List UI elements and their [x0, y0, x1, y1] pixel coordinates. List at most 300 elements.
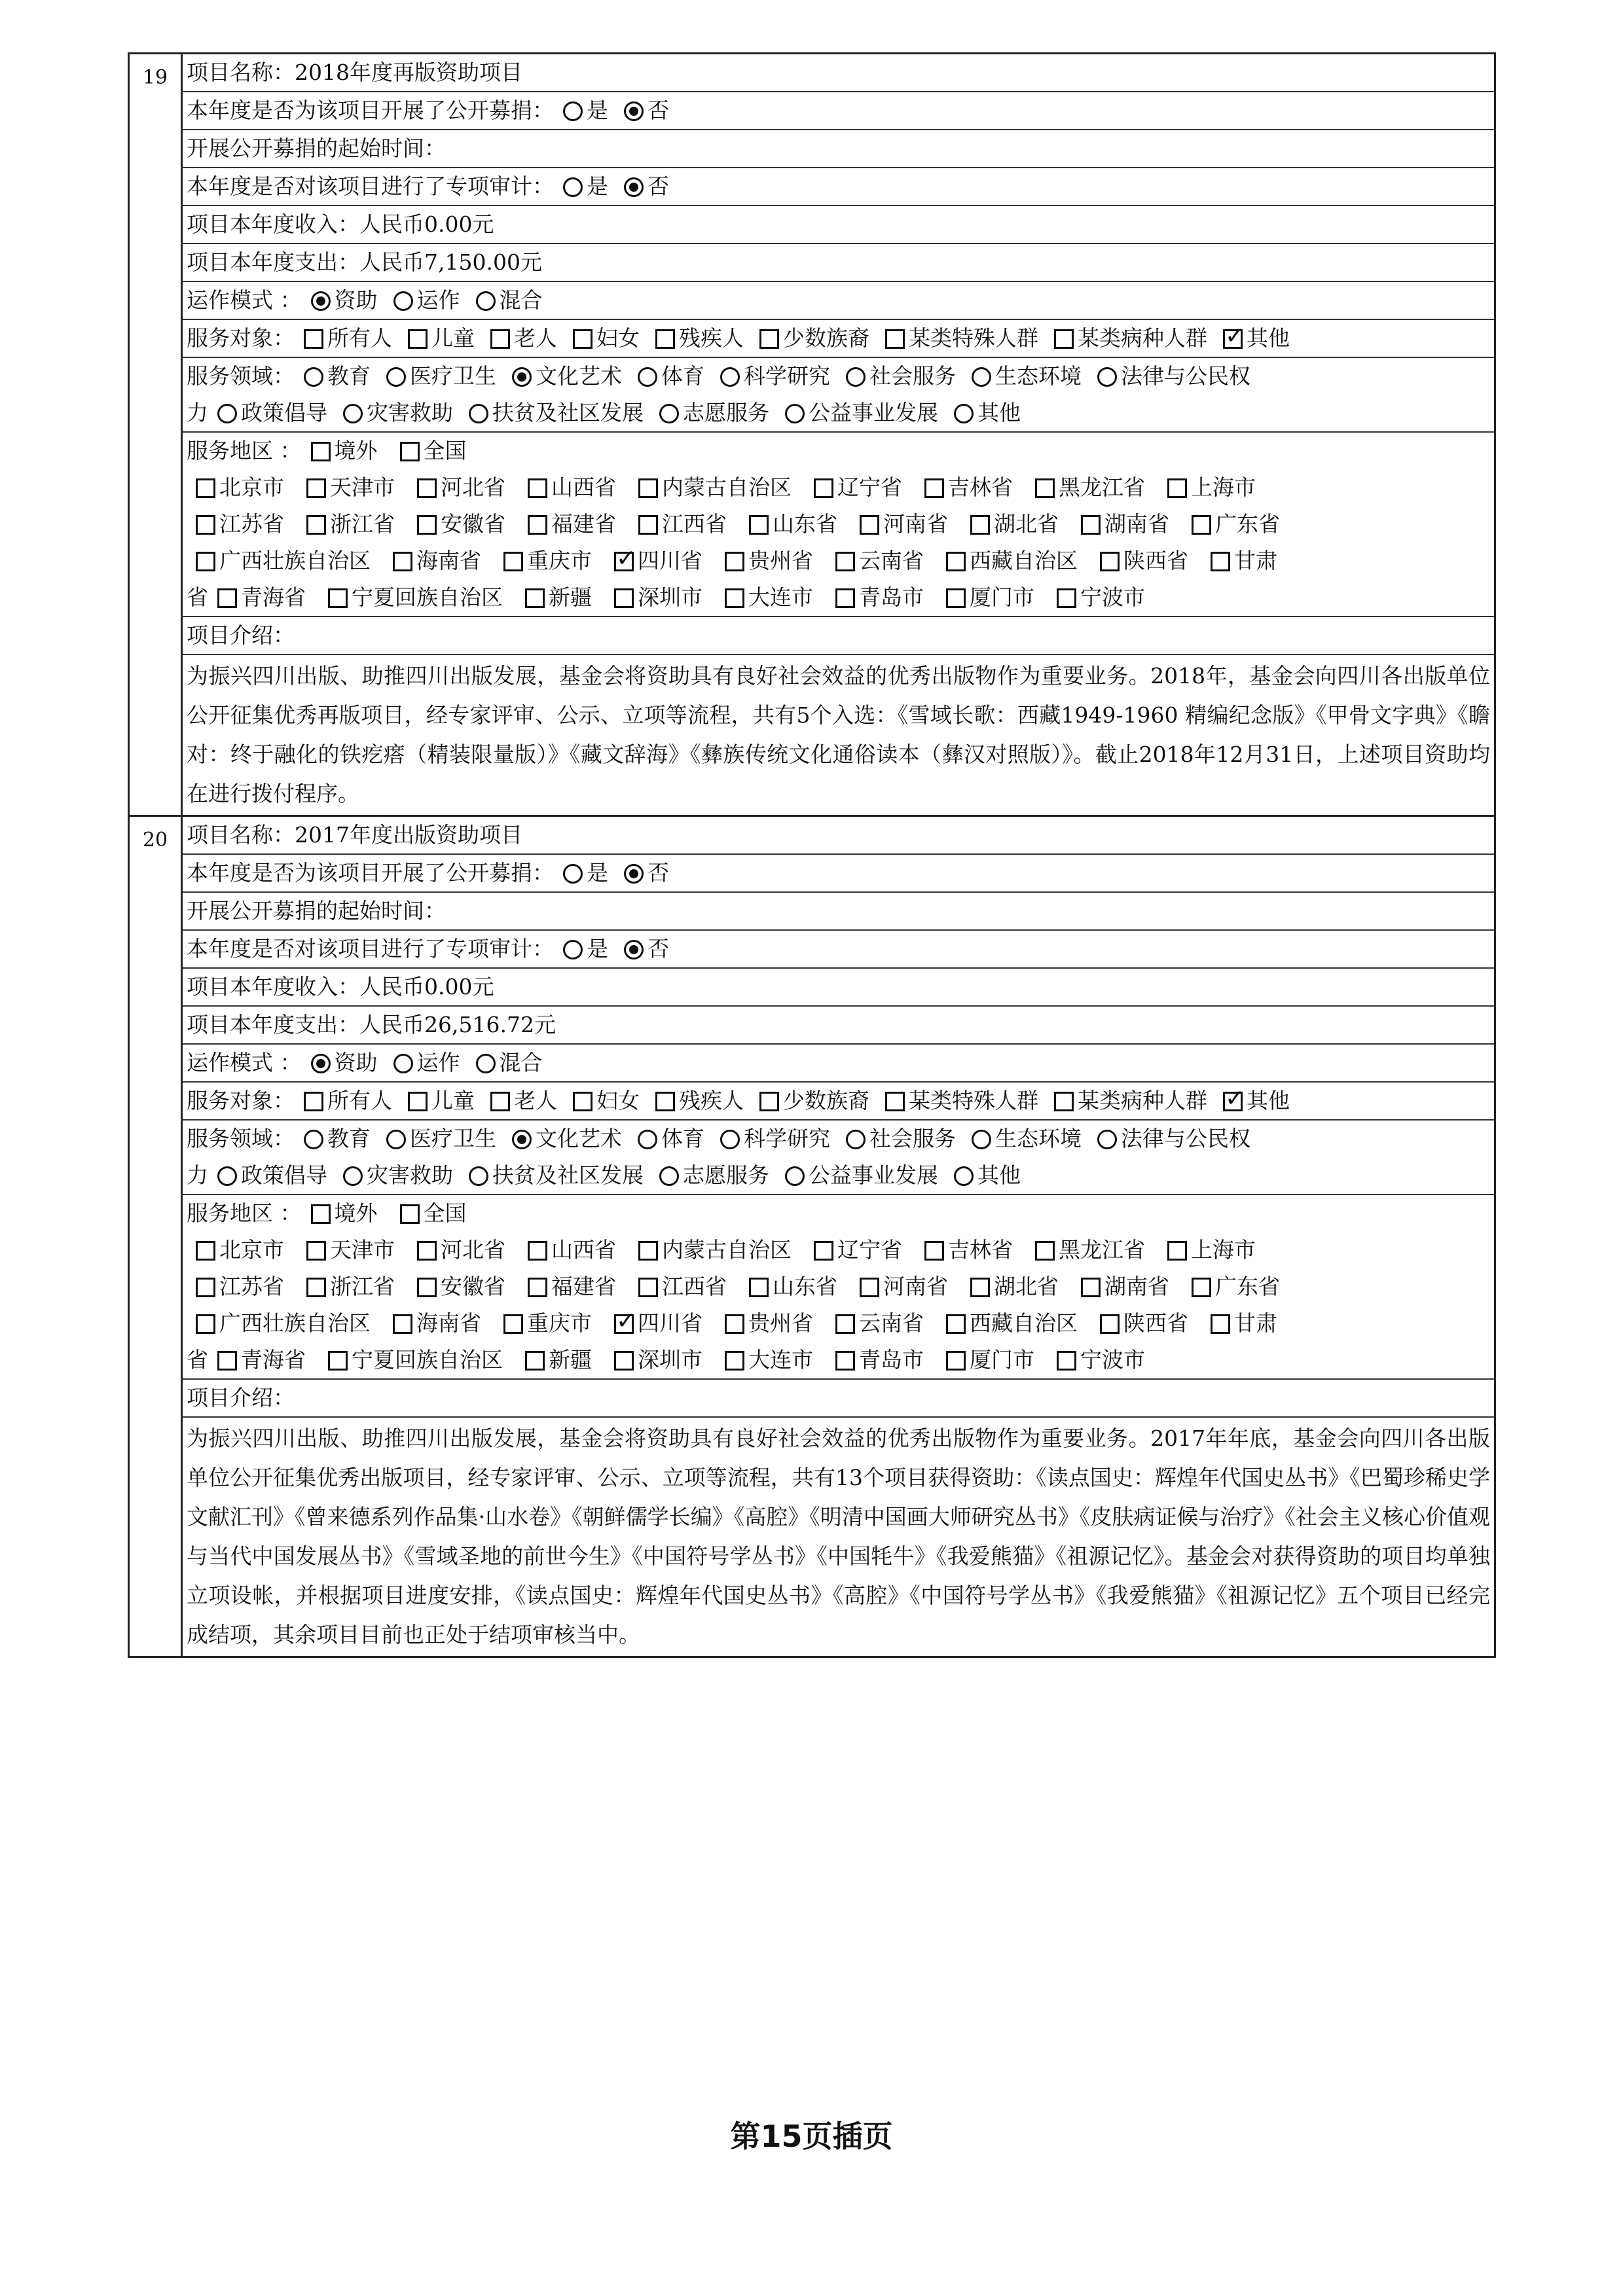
- checkbox-unchecked-icon[interactable]: [217, 588, 237, 608]
- radio-option[interactable]: [217, 1157, 327, 1194]
- checkbox-option[interactable]: [835, 1342, 924, 1378]
- checkbox-unchecked-icon[interactable]: [196, 1278, 215, 1297]
- checkbox-unchecked-icon[interactable]: [1057, 588, 1076, 608]
- checkbox-unchecked-icon[interactable]: [759, 329, 779, 349]
- radio-option[interactable]: [972, 1121, 1082, 1157]
- radio-option[interactable]: [512, 358, 622, 395]
- checkbox-unchecked-icon[interactable]: [835, 1351, 855, 1371]
- option-label: 深圳市: [638, 1347, 702, 1372]
- checkbox-option[interactable]: [885, 1083, 1038, 1119]
- radio-option[interactable]: [624, 168, 669, 205]
- radio-unchecked-icon[interactable]: [343, 1166, 363, 1186]
- radio-unchecked-icon[interactable]: [954, 1166, 974, 1186]
- checkbox-unchecked-icon[interactable]: [1167, 478, 1187, 498]
- radio-checked-icon[interactable]: [311, 291, 331, 311]
- checkbox-option[interactable]: [924, 1232, 1013, 1268]
- radio-option[interactable]: [785, 395, 938, 431]
- checkbox-option[interactable]: [393, 543, 481, 579]
- checkbox-unchecked-icon[interactable]: [1035, 478, 1055, 498]
- checkbox-unchecked-icon[interactable]: [885, 1092, 905, 1111]
- checkbox-unchecked-icon[interactable]: [749, 515, 769, 535]
- checkbox-option[interactable]: [306, 1232, 395, 1268]
- radio-option[interactable]: [476, 1045, 543, 1081]
- checkbox-option[interactable]: [1081, 1268, 1169, 1305]
- checkbox-option[interactable]: [503, 1305, 592, 1342]
- checkbox-unchecked-icon[interactable]: [725, 1351, 744, 1371]
- checkbox-option[interactable]: [328, 579, 503, 616]
- checkbox-option[interactable]: [725, 543, 813, 579]
- checkbox-unchecked-icon[interactable]: [655, 1092, 675, 1111]
- checkbox-option[interactable]: [860, 1268, 948, 1305]
- checkbox-option[interactable]: [1223, 320, 1290, 357]
- radio-unchecked-icon[interactable]: [563, 940, 583, 960]
- checkbox-option[interactable]: [196, 543, 371, 579]
- checkbox-unchecked-icon[interactable]: [835, 552, 855, 571]
- radio-option[interactable]: [563, 92, 608, 129]
- radio-option[interactable]: [954, 1157, 1021, 1194]
- radio-unchecked-icon[interactable]: [846, 367, 866, 387]
- checkbox-option[interactable]: [946, 579, 1034, 616]
- checkbox-option[interactable]: [417, 1268, 505, 1305]
- radio-option[interactable]: [846, 1121, 956, 1157]
- radio-unchecked-icon[interactable]: [972, 1130, 991, 1149]
- checkbox-option[interactable]: [311, 1195, 378, 1232]
- checkbox-option[interactable]: [946, 543, 1078, 579]
- checkbox-option[interactable]: [759, 1083, 869, 1119]
- radio-option[interactable]: [563, 855, 608, 891]
- option-label: 否: [647, 98, 669, 123]
- checkbox-option[interactable]: [417, 469, 505, 506]
- checkbox-option[interactable]: [1057, 579, 1145, 616]
- radio-unchecked-icon[interactable]: [1097, 367, 1117, 387]
- radio-unchecked-icon[interactable]: [469, 404, 488, 423]
- checkbox-option[interactable]: [655, 1083, 744, 1119]
- checkbox-unchecked-icon[interactable]: [490, 329, 510, 349]
- radio-unchecked-icon[interactable]: [720, 1130, 740, 1149]
- checkbox-option[interactable]: [328, 1342, 503, 1378]
- radio-unchecked-icon[interactable]: [386, 1130, 406, 1149]
- checkbox-option[interactable]: [528, 1268, 616, 1305]
- radio-unchecked-icon[interactable]: [563, 101, 583, 121]
- option-label: 海南省: [416, 1310, 481, 1336]
- option-label: 天津市: [330, 1237, 395, 1263]
- checkbox-option[interactable]: [638, 469, 792, 506]
- checkbox-option[interactable]: [638, 506, 727, 543]
- radio-option[interactable]: [393, 282, 460, 319]
- option-label: 浙江省: [330, 511, 395, 537]
- option-label: 否: [647, 860, 669, 886]
- checkbox-unchecked-icon[interactable]: [306, 478, 326, 498]
- radio-unchecked-icon[interactable]: [659, 1166, 679, 1186]
- radio-option[interactable]: [343, 1157, 453, 1194]
- checkbox-option[interactable]: [217, 1342, 306, 1378]
- checkbox-unchecked-icon[interactable]: [408, 329, 428, 349]
- mode-row: [183, 282, 1494, 320]
- checkbox-option[interactable]: [614, 543, 702, 579]
- radio-option[interactable]: [343, 395, 453, 431]
- checkbox-option[interactable]: [655, 320, 744, 357]
- radio-unchecked-icon[interactable]: [469, 1166, 488, 1186]
- intro-label: 项目介绍：: [187, 1385, 295, 1410]
- checkbox-unchecked-icon[interactable]: [1167, 1241, 1187, 1261]
- checkbox-option[interactable]: [638, 1232, 792, 1268]
- checkbox-option[interactable]: [860, 506, 948, 543]
- checkbox-option[interactable]: [490, 320, 557, 357]
- radio-option[interactable]: [563, 168, 608, 205]
- radio-option[interactable]: [512, 1121, 622, 1157]
- checkbox-unchecked-icon[interactable]: [196, 552, 215, 571]
- checkbox-option[interactable]: [306, 506, 395, 543]
- checkbox-unchecked-icon[interactable]: [1192, 515, 1211, 535]
- checkbox-unchecked-icon[interactable]: [503, 1314, 523, 1334]
- checkbox-option[interactable]: [1167, 1232, 1256, 1268]
- radio-unchecked-icon[interactable]: [720, 367, 740, 387]
- radio-unchecked-icon[interactable]: [638, 367, 657, 387]
- checkbox-option[interactable]: [573, 320, 640, 357]
- radio-unchecked-icon[interactable]: [563, 177, 583, 197]
- checkbox-option[interactable]: [1167, 469, 1256, 506]
- checkbox-option[interactable]: [196, 1232, 284, 1268]
- radio-option[interactable]: [954, 395, 1021, 431]
- checkbox-unchecked-icon[interactable]: [306, 515, 326, 535]
- radio-checked-icon[interactable]: [512, 367, 532, 387]
- checkbox-unchecked-icon[interactable]: [304, 1092, 323, 1111]
- checkbox-unchecked-icon[interactable]: [885, 329, 905, 349]
- radio-checked-icon[interactable]: [624, 864, 644, 884]
- checkbox-unchecked-icon[interactable]: [614, 588, 634, 608]
- radio-unchecked-icon[interactable]: [476, 291, 496, 311]
- radio-unchecked-icon[interactable]: [972, 367, 991, 387]
- checkbox-option[interactable]: [759, 320, 869, 357]
- checkbox-option[interactable]: [217, 579, 306, 616]
- checkbox-checked-icon[interactable]: [1223, 1092, 1243, 1111]
- radio-option[interactable]: [469, 395, 644, 431]
- radio-unchecked-icon[interactable]: [393, 291, 413, 311]
- checkbox-option[interactable]: [408, 1083, 475, 1119]
- checkbox-unchecked-icon[interactable]: [196, 1314, 215, 1334]
- checkbox-unchecked-icon[interactable]: [196, 1241, 215, 1261]
- checkbox-option[interactable]: [1054, 320, 1207, 357]
- radio-unchecked-icon[interactable]: [846, 1130, 866, 1149]
- checkbox-option[interactable]: [1100, 1305, 1188, 1342]
- checkbox-unchecked-icon[interactable]: [528, 1241, 547, 1261]
- checkbox-unchecked-icon[interactable]: [1054, 1092, 1074, 1111]
- checkbox-unchecked-icon[interactable]: [725, 1314, 744, 1334]
- radio-unchecked-icon[interactable]: [304, 367, 323, 387]
- checkbox-option[interactable]: [306, 1268, 395, 1305]
- checkbox-option[interactable]: [525, 579, 592, 616]
- checkbox-option[interactable]: [417, 1232, 505, 1268]
- radio-option[interactable]: [217, 395, 327, 431]
- checkbox-unchecked-icon[interactable]: [408, 1092, 428, 1111]
- option-label: 资助: [334, 287, 378, 313]
- option-label: 宁夏回族自治区: [352, 1347, 503, 1372]
- checkbox-unchecked-icon[interactable]: [814, 478, 833, 498]
- checkbox-option[interactable]: [306, 469, 395, 506]
- checkbox-checked-icon[interactable]: [1223, 329, 1243, 349]
- checkbox-unchecked-icon[interactable]: [655, 329, 675, 349]
- checkbox-unchecked-icon[interactable]: [311, 442, 331, 461]
- checkbox-option[interactable]: [196, 1305, 371, 1342]
- option-label: 法律与公民权: [1121, 1126, 1250, 1151]
- radio-option[interactable]: [311, 282, 378, 319]
- checkbox-unchecked-icon[interactable]: [525, 1351, 545, 1371]
- radio-option[interactable]: [972, 358, 1082, 395]
- checkbox-unchecked-icon[interactable]: [328, 1351, 348, 1371]
- checkbox-unchecked-icon[interactable]: [400, 442, 420, 461]
- radio-option[interactable]: [638, 1121, 704, 1157]
- radio-unchecked-icon[interactable]: [386, 367, 406, 387]
- checkbox-option[interactable]: [614, 1342, 702, 1378]
- checkbox-unchecked-icon[interactable]: [306, 1278, 326, 1297]
- radio-unchecked-icon[interactable]: [563, 864, 583, 884]
- checkbox-unchecked-icon[interactable]: [306, 1241, 326, 1261]
- checkbox-unchecked-icon[interactable]: [970, 1278, 990, 1297]
- radio-unchecked-icon[interactable]: [393, 1054, 413, 1073]
- radio-unchecked-icon[interactable]: [785, 1166, 805, 1186]
- radio-option[interactable]: [785, 1157, 938, 1194]
- checkbox-unchecked-icon[interactable]: [1100, 1314, 1120, 1334]
- radio-checked-icon[interactable]: [624, 940, 644, 960]
- checkbox-option[interactable]: [1211, 543, 1277, 579]
- radio-option[interactable]: [304, 1121, 371, 1157]
- checkbox-unchecked-icon[interactable]: [946, 1314, 966, 1334]
- checkbox-option[interactable]: [638, 1268, 727, 1305]
- field-cont: 力: [187, 400, 208, 425]
- checkbox-option[interactable]: [408, 320, 475, 357]
- radio-option[interactable]: [720, 358, 830, 395]
- checkbox-option[interactable]: [1035, 469, 1145, 506]
- radio-unchecked-icon[interactable]: [785, 404, 805, 423]
- radio-option[interactable]: [311, 1045, 378, 1081]
- checkbox-unchecked-icon[interactable]: [814, 1241, 833, 1261]
- radio-option[interactable]: [624, 855, 669, 891]
- checkbox-option[interactable]: [814, 1232, 902, 1268]
- checkbox-unchecked-icon[interactable]: [417, 478, 437, 498]
- radio-option[interactable]: [469, 1157, 644, 1194]
- checkbox-unchecked-icon[interactable]: [528, 478, 547, 498]
- checkbox-unchecked-icon[interactable]: [196, 515, 215, 535]
- checkbox-option[interactable]: [946, 1305, 1078, 1342]
- radio-unchecked-icon[interactable]: [217, 404, 237, 423]
- checkbox-unchecked-icon[interactable]: [217, 1351, 237, 1371]
- radio-unchecked-icon[interactable]: [476, 1054, 496, 1073]
- option-label: 新疆: [549, 584, 592, 610]
- checkbox-option[interactable]: [393, 1305, 481, 1342]
- checkbox-unchecked-icon[interactable]: [1081, 515, 1101, 535]
- radio-unchecked-icon[interactable]: [343, 404, 363, 423]
- checkbox-unchecked-icon[interactable]: [835, 1314, 855, 1334]
- checkbox-option[interactable]: [528, 469, 616, 506]
- checkbox-option[interactable]: [1054, 1083, 1207, 1119]
- radio-option[interactable]: [304, 358, 371, 395]
- checkbox-unchecked-icon[interactable]: [490, 1092, 510, 1111]
- checkbox-unchecked-icon[interactable]: [573, 329, 593, 349]
- radio-unchecked-icon[interactable]: [217, 1166, 237, 1186]
- option-label: 社会服务: [869, 363, 956, 389]
- checkbox-checked-icon[interactable]: [614, 1314, 634, 1334]
- option-label: 是: [587, 173, 608, 199]
- checkbox-option[interactable]: [1192, 1268, 1280, 1305]
- checkbox-option[interactable]: [196, 469, 284, 506]
- checkbox-unchecked-icon[interactable]: [725, 552, 744, 571]
- checkbox-unchecked-icon[interactable]: [749, 1278, 769, 1297]
- checkbox-unchecked-icon[interactable]: [417, 515, 437, 535]
- checkbox-option[interactable]: [1223, 1083, 1290, 1119]
- option-label: 西藏自治区: [970, 548, 1078, 573]
- checkbox-unchecked-icon[interactable]: [417, 1278, 437, 1297]
- checkbox-option[interactable]: [304, 1083, 392, 1119]
- radio-checked-icon[interactable]: [311, 1054, 331, 1073]
- region-row: [183, 433, 1494, 617]
- checkbox-option[interactable]: [1057, 1342, 1145, 1378]
- checkbox-unchecked-icon[interactable]: [1054, 329, 1074, 349]
- checkbox-unchecked-icon[interactable]: [1081, 1278, 1101, 1297]
- radio-option[interactable]: [386, 358, 496, 395]
- checkbox-option[interactable]: [400, 433, 467, 469]
- checkbox-option[interactable]: [924, 469, 1013, 506]
- radio-option[interactable]: [720, 1121, 830, 1157]
- checkbox-unchecked-icon[interactable]: [528, 1278, 547, 1297]
- checkbox-unchecked-icon[interactable]: [924, 478, 944, 498]
- checkbox-option[interactable]: [528, 1232, 616, 1268]
- radio-unchecked-icon[interactable]: [659, 404, 679, 423]
- checkbox-option[interactable]: [970, 1268, 1059, 1305]
- checkbox-unchecked-icon[interactable]: [393, 1314, 412, 1334]
- radio-option[interactable]: [1097, 1121, 1250, 1157]
- checkbox-option[interactable]: [304, 320, 392, 357]
- checkbox-unchecked-icon[interactable]: [759, 1092, 779, 1111]
- radio-option[interactable]: [563, 931, 608, 967]
- checkbox-option[interactable]: [490, 1083, 557, 1119]
- checkbox-unchecked-icon[interactable]: [946, 588, 966, 608]
- radio-checked-icon[interactable]: [512, 1130, 532, 1149]
- checkbox-option[interactable]: [614, 1305, 702, 1342]
- checkbox-unchecked-icon[interactable]: [400, 1204, 420, 1224]
- checkbox-unchecked-icon[interactable]: [1211, 552, 1230, 571]
- checkbox-unchecked-icon[interactable]: [328, 588, 348, 608]
- checkbox-option[interactable]: [749, 506, 837, 543]
- radio-option[interactable]: [393, 1045, 460, 1081]
- checkbox-option[interactable]: [528, 506, 616, 543]
- checkbox-option[interactable]: [725, 579, 813, 616]
- checkbox-option[interactable]: [1211, 1305, 1277, 1342]
- radio-unchecked-icon[interactable]: [304, 1130, 323, 1149]
- checkbox-unchecked-icon[interactable]: [304, 329, 323, 349]
- checkbox-option[interactable]: [1100, 543, 1188, 579]
- checkbox-unchecked-icon[interactable]: [638, 478, 658, 498]
- checkbox-option[interactable]: [835, 543, 924, 579]
- checkbox-option[interactable]: [417, 506, 505, 543]
- checkbox-unchecked-icon[interactable]: [970, 515, 990, 535]
- checkbox-unchecked-icon[interactable]: [196, 478, 215, 498]
- checkbox-unchecked-icon[interactable]: [860, 515, 879, 535]
- checkbox-option[interactable]: [311, 433, 378, 469]
- checkbox-option[interactable]: [725, 1305, 813, 1342]
- radio-checked-icon[interactable]: [624, 101, 644, 121]
- field-label: 服务领域：: [187, 363, 295, 389]
- checkbox-unchecked-icon[interactable]: [946, 552, 966, 571]
- checkbox-unchecked-icon[interactable]: [525, 588, 545, 608]
- radio-option[interactable]: [624, 931, 669, 967]
- checkbox-option[interactable]: [1192, 506, 1280, 543]
- checkbox-option[interactable]: [885, 320, 1038, 357]
- checkbox-unchecked-icon[interactable]: [924, 1241, 944, 1261]
- radio-unchecked-icon[interactable]: [638, 1130, 657, 1149]
- checkbox-unchecked-icon[interactable]: [1211, 1314, 1230, 1334]
- checkbox-option[interactable]: [835, 1305, 924, 1342]
- radio-option[interactable]: [638, 358, 704, 395]
- radio-option[interactable]: [476, 282, 543, 319]
- checkbox-option[interactable]: [725, 1342, 813, 1378]
- checkbox-option[interactable]: [835, 579, 924, 616]
- checkbox-option[interactable]: [573, 1083, 640, 1119]
- radio-unchecked-icon[interactable]: [954, 404, 974, 423]
- checkbox-unchecked-icon[interactable]: [638, 515, 658, 535]
- radio-option[interactable]: [624, 92, 669, 129]
- checkbox-option[interactable]: [1081, 506, 1169, 543]
- radio-checked-icon[interactable]: [624, 177, 644, 197]
- checkbox-unchecked-icon[interactable]: [860, 1278, 879, 1297]
- checkbox-unchecked-icon[interactable]: [1057, 1351, 1076, 1371]
- option-label: 妇女: [596, 325, 640, 351]
- checkbox-option[interactable]: [946, 1342, 1034, 1378]
- radio-unchecked-icon[interactable]: [1097, 1130, 1117, 1149]
- checkbox-unchecked-icon[interactable]: [503, 552, 523, 571]
- checkbox-unchecked-icon[interactable]: [835, 588, 855, 608]
- field-line-2: [187, 1157, 1490, 1194]
- checkbox-unchecked-icon[interactable]: [528, 515, 547, 535]
- option-label: 境外: [334, 438, 378, 463]
- radio-option[interactable]: [386, 1121, 496, 1157]
- checkbox-unchecked-icon[interactable]: [638, 1278, 658, 1297]
- radio-option[interactable]: [1097, 358, 1250, 395]
- checkbox-unchecked-icon[interactable]: [573, 1092, 593, 1111]
- checkbox-unchecked-icon[interactable]: [417, 1241, 437, 1261]
- radio-option[interactable]: [659, 1157, 769, 1194]
- radio-option[interactable]: [659, 395, 769, 431]
- option-label: 青海省: [241, 584, 306, 610]
- radio-option[interactable]: [846, 358, 956, 395]
- checkbox-unchecked-icon[interactable]: [1035, 1241, 1055, 1261]
- option-label: 教育: [327, 1126, 371, 1151]
- checkbox-unchecked-icon[interactable]: [393, 552, 412, 571]
- option-label: 所有人: [327, 325, 392, 351]
- checkbox-unchecked-icon[interactable]: [614, 1351, 634, 1371]
- checkbox-unchecked-icon[interactable]: [725, 588, 744, 608]
- checkbox-option[interactable]: [400, 1195, 467, 1232]
- checkbox-option[interactable]: [814, 469, 902, 506]
- checkbox-option[interactable]: [970, 506, 1059, 543]
- checkbox-option[interactable]: [196, 506, 284, 543]
- option-label: 其他: [1247, 1088, 1290, 1113]
- checkbox-option[interactable]: [614, 579, 702, 616]
- checkbox-option[interactable]: [196, 1268, 284, 1305]
- checkbox-checked-icon[interactable]: [614, 552, 634, 571]
- checkbox-option[interactable]: [1035, 1232, 1145, 1268]
- checkbox-unchecked-icon[interactable]: [946, 1351, 966, 1371]
- start-time-label: 开展公开募捐的起始时间：: [187, 135, 446, 161]
- checkbox-option[interactable]: [503, 543, 592, 579]
- checkbox-unchecked-icon[interactable]: [1192, 1278, 1211, 1297]
- checkbox-unchecked-icon[interactable]: [638, 1241, 658, 1261]
- option-label: 贵州省: [748, 1310, 813, 1336]
- checkbox-unchecked-icon[interactable]: [1100, 552, 1120, 571]
- checkbox-unchecked-icon[interactable]: [311, 1204, 331, 1224]
- checkbox-option[interactable]: [749, 1268, 837, 1305]
- option-label: 科学研究: [744, 363, 830, 389]
- checkbox-option[interactable]: [525, 1342, 592, 1378]
